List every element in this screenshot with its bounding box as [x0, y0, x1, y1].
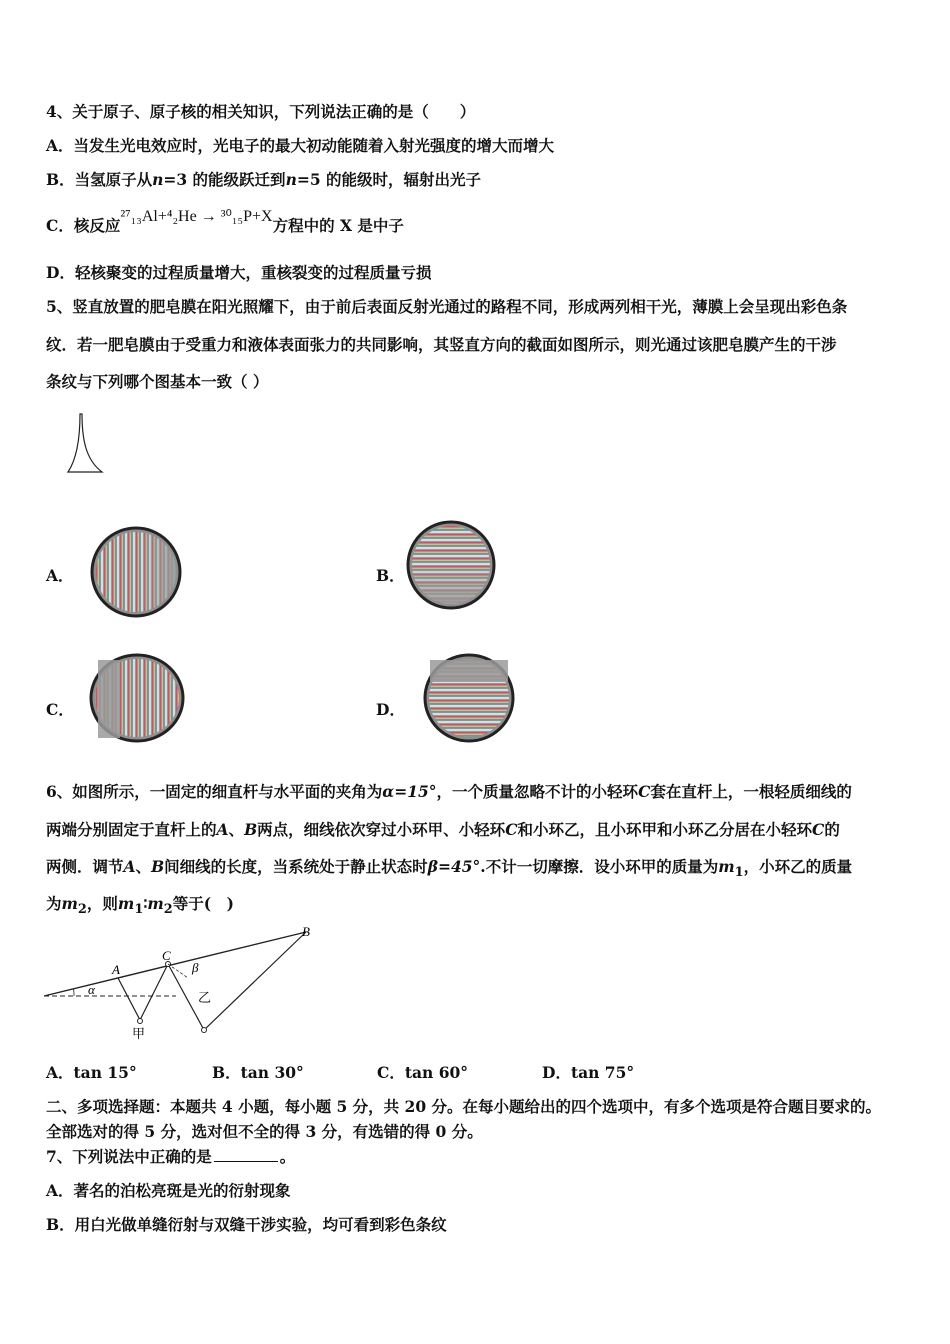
answer-blank	[214, 1147, 278, 1162]
q5-option-a-label: A．	[46, 566, 74, 585]
label-c: C	[162, 948, 171, 963]
q4-option-b	[46, 170, 481, 190]
q4-option-b-post: =5 的能级时，辐射出光子	[296, 170, 482, 189]
fringe-image-a	[88, 524, 184, 620]
point-a: A	[216, 820, 229, 839]
q7-option-a: A．著名的泊松亮斑是光的衍射现象	[46, 1181, 291, 1200]
mass-m2: m	[61, 894, 78, 913]
ring-c: C	[812, 820, 825, 839]
q5-line3: 条纹与下列哪个图基本一致（ ）	[46, 372, 269, 391]
fringe-image-c	[88, 652, 186, 744]
label-beta: β	[192, 960, 199, 975]
q6-line4-b: ，则	[86, 894, 118, 913]
q6-line2-c: 和小环乙，且小环甲和小环乙分居在小轻环	[517, 820, 813, 839]
string	[118, 932, 306, 1030]
subscript-1: 1	[134, 902, 144, 918]
section2-line1: 二、多项选择题：本题共 4 小题，每小题 5 分，共 20 分。在每小题给出的四个选项中，有多个选项是符合题目要求的。	[46, 1097, 882, 1116]
q4-option-c-post: 方程中的 X 是中子	[272, 216, 404, 235]
q6-option-a: A．tan 15°	[46, 1063, 137, 1082]
mass-m1: m	[718, 857, 735, 876]
q6-line3	[46, 857, 852, 883]
fringe-image-b	[404, 518, 498, 612]
q6-line3-b: 间细线的长度，当系统处于静止状态时	[164, 857, 428, 876]
label-yi: 乙	[198, 990, 212, 1005]
label-jia: 甲	[132, 1026, 146, 1041]
q6-line3-c: .不计一切摩擦．设小环甲的质量为	[480, 857, 719, 876]
q6-line1-a: 6、如图所示，一固定的细直杆与水平面的夹角为	[46, 782, 383, 801]
soap-film-cross-section	[60, 410, 110, 476]
q6-line1	[46, 782, 852, 802]
q7-stem	[46, 1147, 295, 1167]
label-a: A	[112, 962, 120, 977]
q6-line1-c: 套在直杆上，一根轻质细线的	[650, 782, 852, 801]
ring-jia-marker	[138, 1019, 143, 1024]
q7-stem-b: 。	[279, 1147, 296, 1166]
mass-m1: m	[117, 894, 135, 913]
q4-option-b-pre: B．当氢原子从	[46, 170, 153, 189]
var-n: n	[152, 170, 164, 189]
q5-option-c-label: C．	[46, 700, 74, 719]
q6-line4	[46, 894, 234, 920]
label-b: B	[302, 924, 310, 939]
section2-line2: 全部选对的得 5 分，选对但不全的得 3 分，有选错的得 0 分。	[46, 1122, 483, 1141]
alpha-arc	[74, 989, 75, 996]
subscript-1: 1	[734, 865, 744, 881]
q4-option-c-pre: C．核反应	[46, 216, 121, 235]
q6-line3-d: ，小环乙的质量	[743, 857, 853, 876]
q4-stem: 4、关于原子、原子核的相关知识，下列说法正确的是（ ）	[46, 102, 476, 121]
q6-option-d: D．tan 75°	[542, 1063, 635, 1082]
point-b: B	[244, 820, 258, 839]
q6-line2-b: 两点，细线依次穿过小环甲、小轻环	[257, 820, 506, 839]
q5-option-b-label: B．	[376, 566, 405, 585]
q7-stem-a: 7、下列说法中正确的是	[46, 1147, 212, 1166]
beta-value: β=45°	[427, 857, 481, 876]
q4-option-b-mid: =3 的能级跃迁到	[163, 170, 286, 189]
mass-m2: m	[147, 894, 164, 913]
q5-option-d-label: D．	[376, 700, 405, 719]
q6-line2-a: 两端分别固定于直杆上的	[46, 820, 217, 839]
separator: 、	[228, 820, 245, 839]
var-n: n	[285, 170, 297, 189]
q6-option-c: C．tan 60°	[377, 1063, 469, 1082]
rod-ring-diagram	[44, 922, 324, 1042]
ring-c: C	[638, 782, 651, 801]
q6-option-b: B．tan 30°	[212, 1063, 304, 1082]
alpha-value: α=15°	[382, 782, 437, 801]
nuclear-reaction-equation: ²⁷₁₃Al+⁴₂He → ³⁰₁₅P+X	[120, 208, 273, 225]
separator: 、	[135, 857, 152, 876]
point-a: A	[123, 857, 136, 876]
q5-line1: 5、竖直放置的肥皂膜在阳光照耀下，由于前后表面反射光通过的路程不同，形成两列相干光，薄膜上会呈现出彩色条	[46, 297, 848, 316]
q6-line1-b: ，一个质量忽略不计的小轻环	[436, 782, 639, 801]
subscript-2: 2	[163, 902, 173, 918]
label-alpha: α	[88, 982, 95, 997]
fringe-image-d	[422, 652, 516, 744]
q6-line4-a: 为	[46, 894, 62, 913]
q6-line2	[46, 820, 840, 840]
normal-line	[168, 964, 188, 978]
q7-option-b: B．用白光做单缝衍射与双缝干涉实验，均可看到彩色条纹	[46, 1215, 447, 1234]
subscript-2: 2	[77, 902, 87, 918]
ring-c: C	[505, 820, 518, 839]
q4-option-d: D．轻核聚变的过程质量增大，重核裂变的过程质量亏损	[46, 263, 432, 282]
q6-line2-d: 的	[824, 820, 840, 839]
q4-option-c	[46, 208, 404, 237]
q4-option-a: A．当发生光电效应时，光电子的最大初动能随着入射光强度的增大而增大	[46, 136, 555, 155]
q5-line2: 纹．若一肥皂膜由于受重力和液体表面张力的共同影响，其竖直方向的截面如图所示，则光通过该肥皂膜产生的干涉	[46, 335, 837, 354]
point-b: B	[151, 857, 165, 876]
ratio-colon: ∶	[143, 894, 148, 913]
ring-yi-marker	[202, 1028, 207, 1033]
inclined-rod	[44, 932, 306, 996]
q6-line4-c: 等于( )	[172, 894, 234, 913]
q6-line3-a: 两侧．调节	[46, 857, 124, 876]
